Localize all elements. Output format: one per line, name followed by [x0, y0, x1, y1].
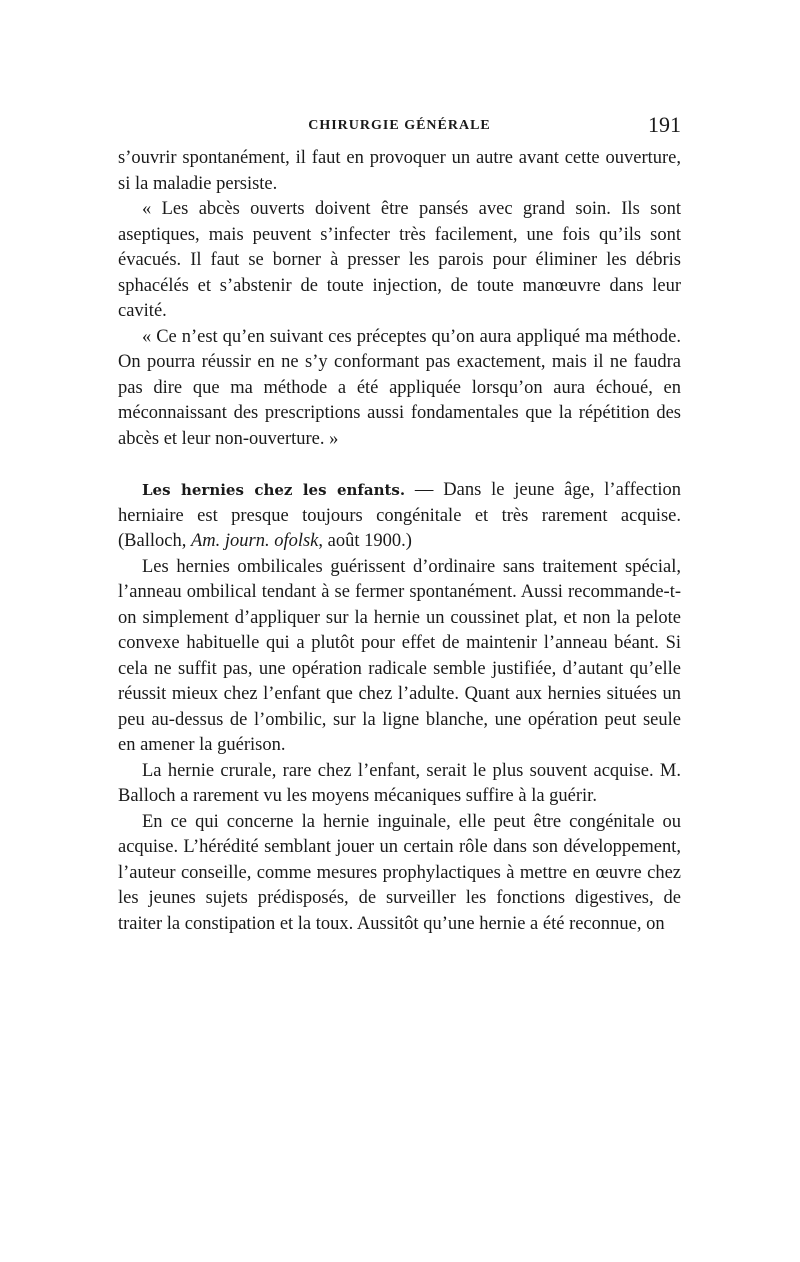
book-page	[118, 112, 681, 937]
page-number: 191	[648, 112, 681, 137]
section-gap	[118, 452, 681, 478]
paragraph-crural: La hernie crurale, rare chez l’enfant, serait le plus souvent acquise. M. Balloch a rarement vu les moyens mécaniques suffire à la guérir.	[118, 760, 681, 806]
section-intro-paragraph	[118, 478, 681, 555]
section-title: Les hernies chez les enfants.	[142, 481, 406, 499]
running-head: CHIRURGIE GÉNÉRALE	[308, 118, 491, 133]
section-intro-text: — Dans le jeune âge, l’affection herniaire est presque toujours congénitale et très rarement acquise. (Balloch,	[118, 480, 681, 551]
paragraph-continuation: s’ouvrir spontanément, il faut en provoquer un autre avant cette ouverture, si la maladie persiste.	[118, 148, 681, 194]
paragraph-quote-1: « Les abcès ouverts doivent être pansés avec grand soin. Ils sont aseptiques, mais peuvent s’infecter très facilement, une fois qu’ils sont évacués. Il faut se borner à presser les parois pour éliminer les débris sphacélés et s’abstenir de toute injection, de toute manœuvre dans leur cavité.	[118, 199, 681, 321]
journal-citation: Am. journ. ofolsk	[190, 531, 319, 551]
paragraph-quote-2: « Ce n’est qu’en suivant ces préceptes qu’on aura appliqué ma méthode. On pourra réussir en ne s’y conformant pas exactement, mais il ne faudra pas dire que ma méthode a été appliquée lorsqu’on aura échoué, en méconnaissant des prescriptions aussi fondamentales que la répétition des abcès et leur non-ouverture. »	[118, 326, 681, 449]
paragraph-inguinal: En ce qui concerne la hernie inguinale, elle peut être congénitale ou acquise. L’hérédité semblant jouer un certain rôle dans son développement, l’auteur conseille, comme mesures prophylactiques à mettre en œuvre chez les jeunes sujets prédisposés, de surveiller les fonctions digestives, de traiter la constipation et la toux. Aussitôt qu’une hernie a été reconnue, on	[118, 811, 681, 934]
paragraph-umbilical: Les hernies ombilicales guérissent d’ordinaire sans traitement spécial, l’anneau ombilical tendant à se fermer spontanément. Aussi recommande-t-on simplement d’appliquer sur la hernie un coussinet plat, et non la pelote convexe habituelle qui a plutôt pour effet de maintenir l’anneau béant. Si cela ne suffit pas, une opération radicale semble justifiée, d’autant qu’elle réussit mieux chez l’enfant que chez l’adulte. Quant aux hernies situées un peu au-dessus de l’ombilic, sur la ligne blanche, une opération peut seule en amener la guérison.	[118, 556, 681, 755]
section-intro-end: , août 1900.)	[318, 531, 412, 551]
page-header	[118, 112, 681, 142]
